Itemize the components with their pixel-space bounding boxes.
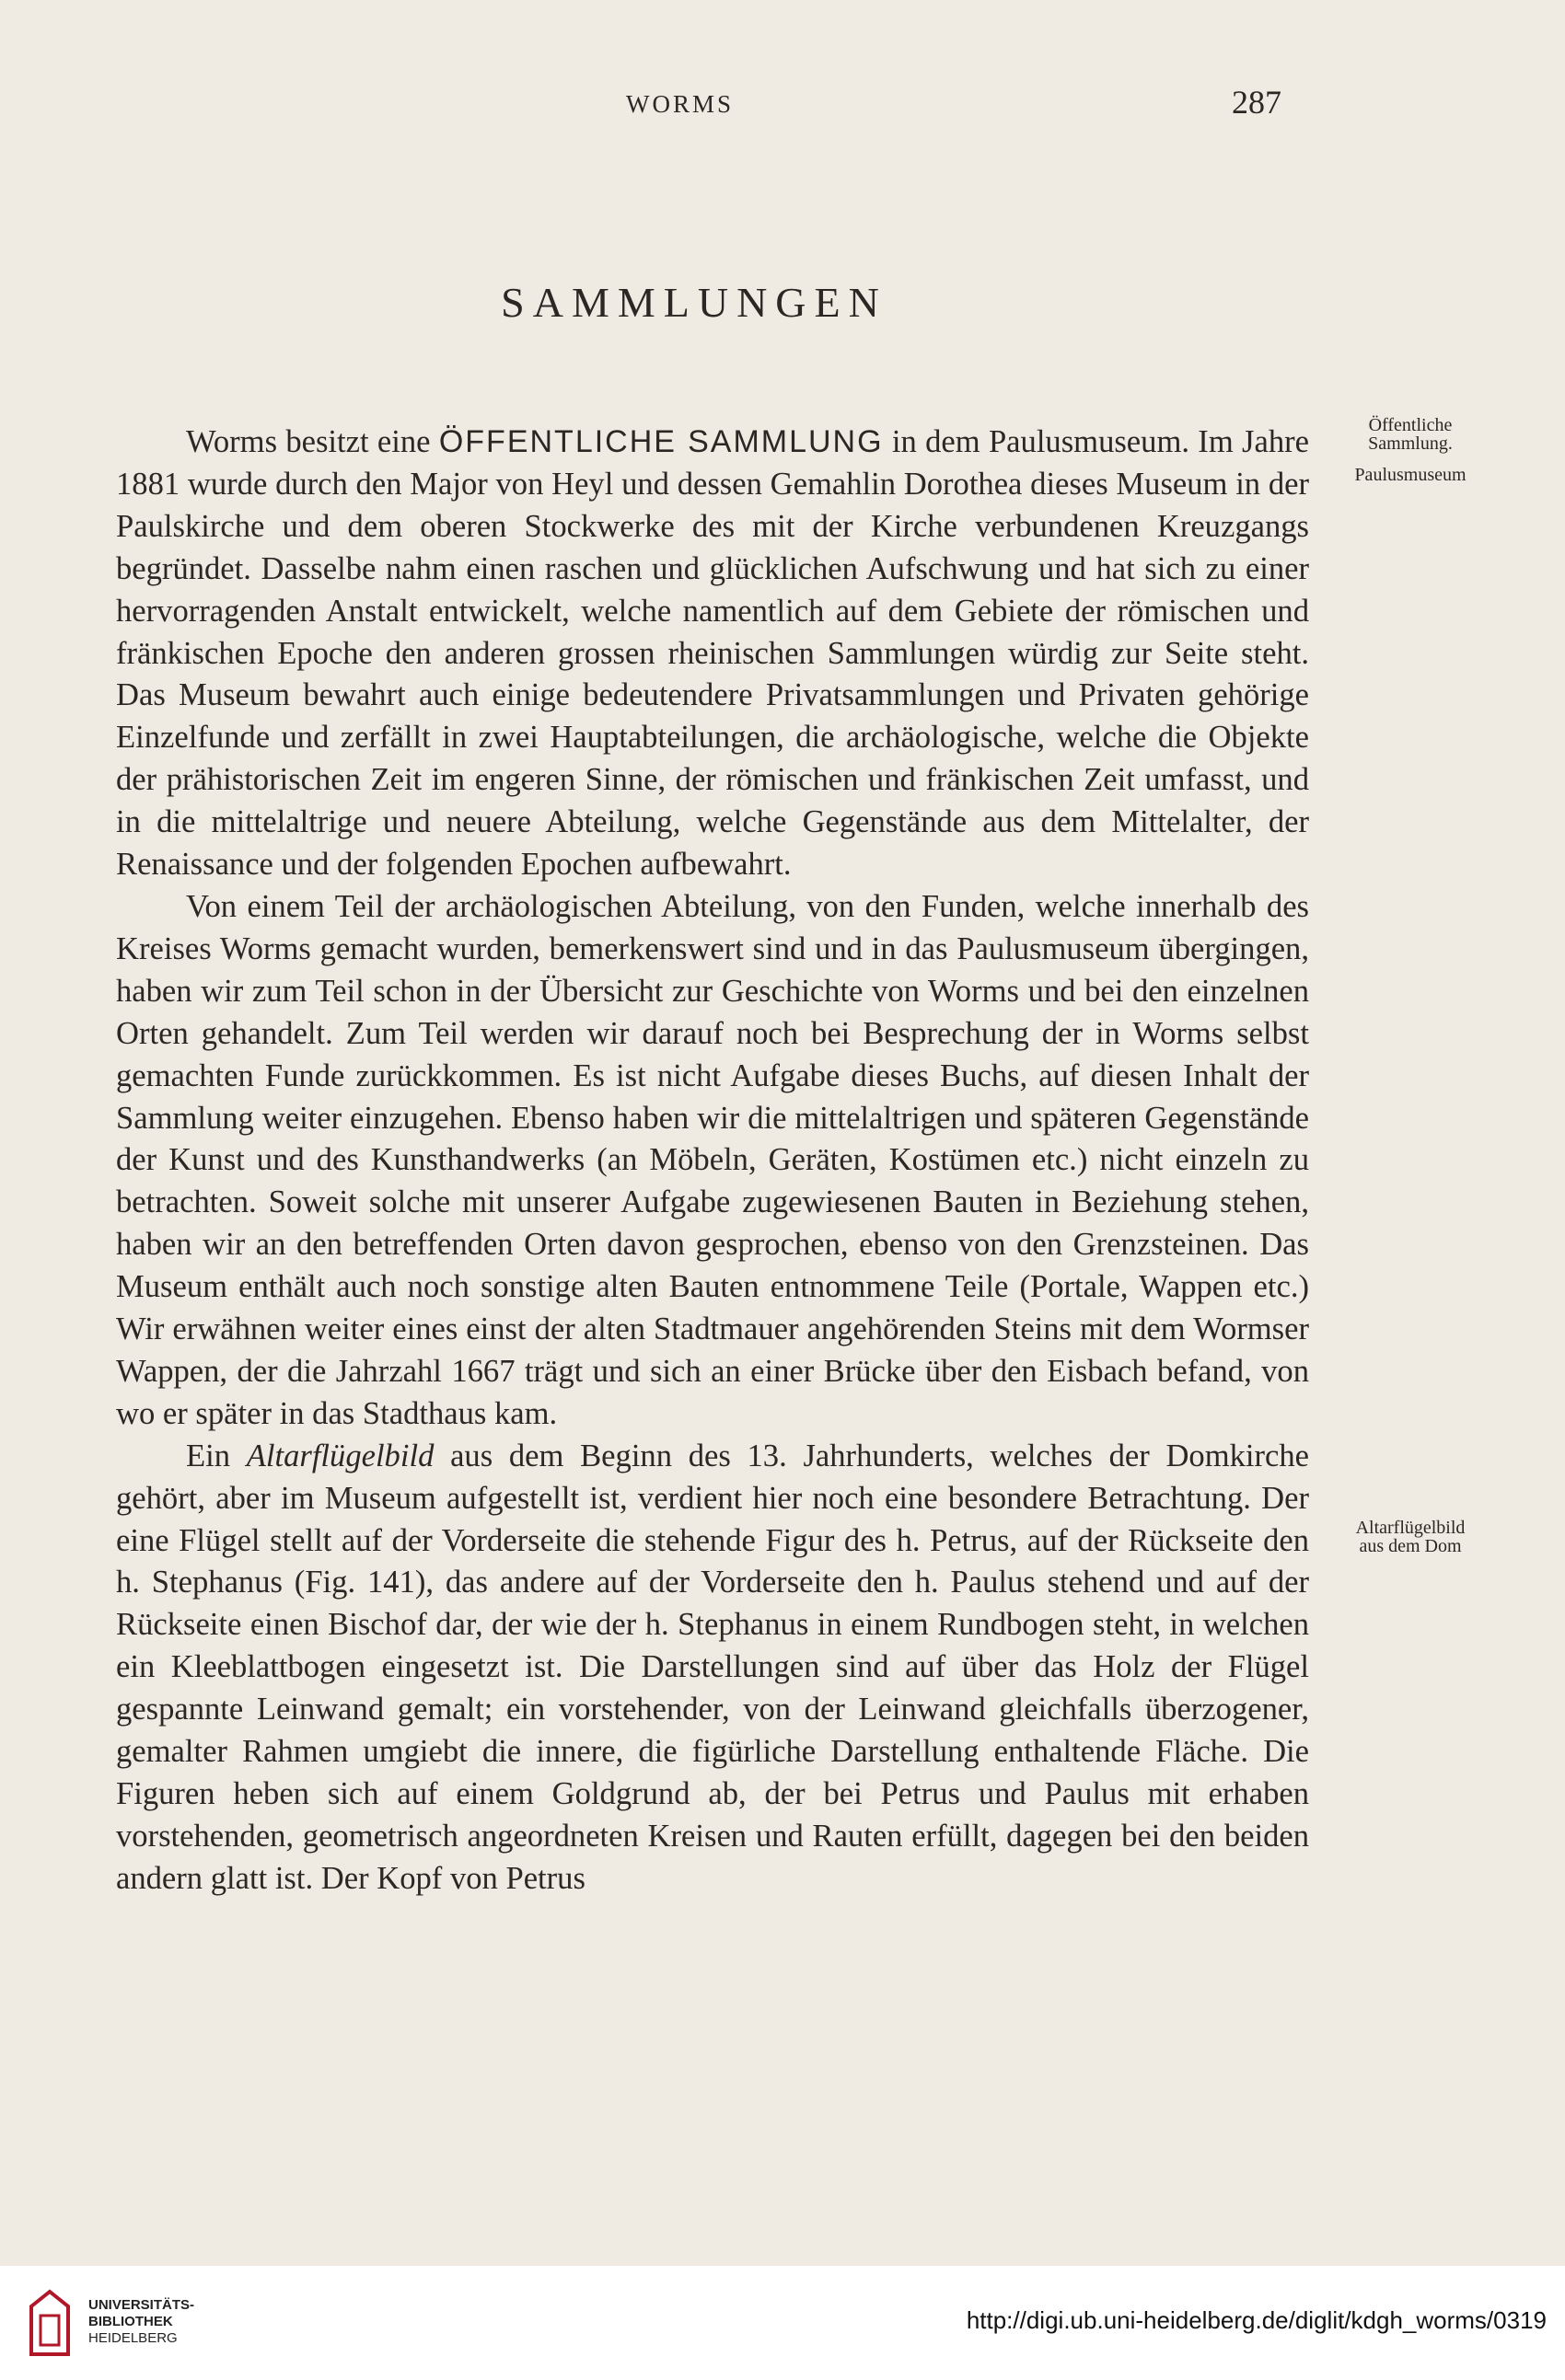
library-name (88, 2297, 194, 2347)
paragraph-text: in dem Paulusmuseum. Im Jahre 1881 wurde durch den Major von Heyl und dessen Gemahlin Dorothea dieses Museum in der Paulskirche und dem oberen Stockwerke des mit der Kirche verbundenen Kreuzgangs begründet. Dasselbe nahm einen raschen und glücklichen Aufschwung und hat sich zu einer hervorragenden Anstalt entwickelt, welche namentlich auf dem Gebiete der römischen und fränkischen Epoche den anderen grossen rheinischen Sammlungen würdig zur Seite steht. Das Museum bewahrt auch einige bedeutendere Privatsammlungen und Privaten gehörige Einzelfunde und zerfällt in zwei Hauptabteilungen, die archäologische, welche die Objekte der prähistorischen Zeit im engeren Sinne, der römischen und fränkischen Zeit umfasst, und in die mittelaltrige und neuere Abteilung, welche Gegenstände aus dem Mittelalter, der Renaissance und der folgenden Epochen aufbewahrt. (116, 424, 1309, 883)
margin-note-line: Öffentliche (1368, 415, 1453, 435)
margin-note-line: Paulusmuseum (1354, 465, 1466, 485)
paragraph-text: aus dem Beginn des 13. Jahrhunderts, welches der Domkirche gehört, aber im Museum aufgestellt ist, verdient hier noch eine besondere Betrachtung. Der eine Flügel stellt auf der Vorderseite die stehende Figur des h. Petrus, auf der Rückseite den h. Stephanus (Fig. 141), das andere auf der Vorderseite den h. Paulus stehend und auf der Rückseite einen Bischof dar, der wie der h. Stephanus in einem Rundbogen steht, in welchen ein Kleeblattbogen eingesetzt ist. Die Darstellungen sind auf über das Holz der Flügel gespannte Leinwand gemalt; ein vorstehender, von der Leinwand gleichfalls überzogener, gemalter Rahmen umgiebt die innere, die figürliche Darstellung enthaltende Fläche. Die Figuren heben sich auf einem Goldgrund ab, der bei Petrus und Paulus mit erhaben vorstehenden, geometrisch angeordneten Kreisen und Rauten erfüllt, dagegen bei den beiden andern glatt ist. Der Kopf von Petrus (116, 1438, 1309, 1896)
paragraph-text: Worms besitzt eine (186, 424, 439, 459)
paragraph-2: Von einem Teil der archäologischen Abteilung, von den Funden, welche innerhalb des Kreises Worms gemacht wurden, bemerkenswert sind und in das Paulusmuseum übergingen, haben wir zum Teil schon in der Übersicht zur Geschichte von Worms und bei den einzelnen Orten gehandelt. Zum Teil werden wir darauf noch bei Besprechung der in Worms selbst gemachten Funde zurückkommen. Es ist nicht Aufgabe dieses Buchs, auf diesen Inhalt der Sammlung weiter einzugehen. Ebenso haben wir die mittelaltrigen und späteren Gegenstände der Kunst und des Kunsthandwerks (an Möbeln, Geräten, Kostümen etc.) nicht einzeln zu betrachten. Soweit solche mit unserer Aufgabe zugewiesenen Bauten in Beziehung stehen, haben wir an den betreffenden Orten davon gesprochen, ebenso von den Grenzsteinen. Das Museum enthält auch noch sonstige alten Bauten entnommene Teile (Portale, Wappen etc.) Wir erwähnen weiter eines einst der alten Stadtmauer angehörenden Steins mit dem Wormser Wappen, der die Jahrzahl 1667 trägt und sich an einer Brücke über den Eisbach befand, von wo er später in das Stadthaus kam. (116, 888, 1309, 1431)
paragraph-1 (116, 422, 1309, 886)
library-name-line: BIBLIOTHEK (88, 2314, 173, 2329)
viewer-footer (0, 2266, 1565, 2380)
library-name-line: UNIVERSITÄTS- (88, 2297, 195, 2313)
section-title: SAMMLUNGEN (501, 279, 887, 326)
page-number: 287 (1232, 84, 1281, 121)
margin-note-altarfluegelbild (1318, 1519, 1502, 1555)
margin-note-line: aus dem Dom (1359, 1536, 1462, 1556)
body-text (116, 422, 1309, 1901)
permalink-url[interactable]: http://digi.ub.uni-heidelberg.de/diglit/kdgh_worms/0319 (966, 2306, 1547, 2334)
margin-note-line: Altarflügelbild (1355, 1518, 1466, 1538)
italic-term: Altarflügelbild (246, 1438, 435, 1473)
margin-note-oeffentliche-sammlung (1318, 416, 1502, 484)
running-head: WORMS (626, 90, 735, 118)
library-name-line: HEIDELBERG (88, 2330, 178, 2346)
smallcaps-term: ÖFFENTLICHE SAMMLUNG (438, 424, 884, 459)
paragraph-text: Ein (186, 1438, 247, 1473)
margin-note-line: Sammlung. (1368, 433, 1453, 454)
paragraph-3 (116, 1436, 1309, 1901)
library-logo-icon (28, 2288, 72, 2358)
